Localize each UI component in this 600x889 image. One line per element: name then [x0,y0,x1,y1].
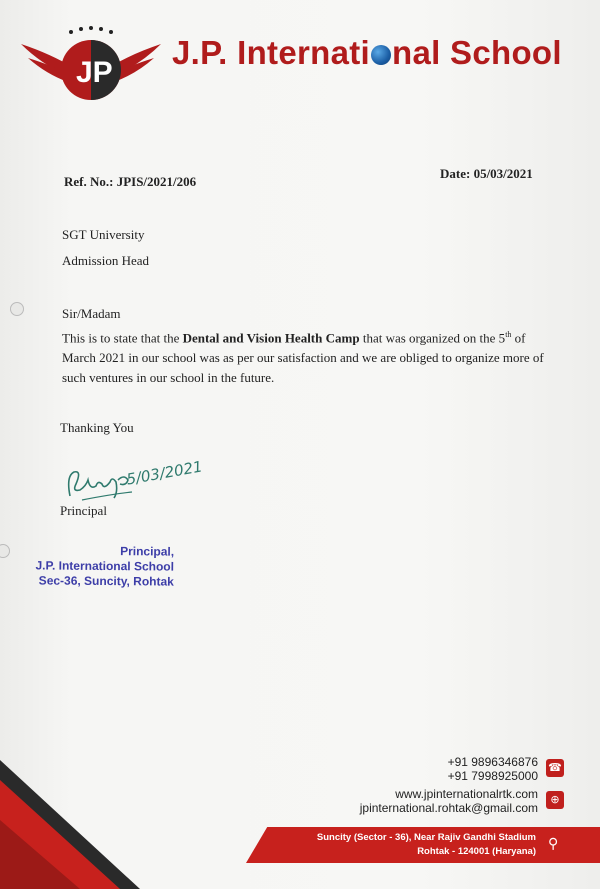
signature-date: 5/03/2021 [125,457,204,489]
address-line: Rohtak - 124001 (Haryana) [417,846,536,857]
phone-number: +91 7998925000 [447,769,538,783]
globe-icon: ⊕ [546,791,564,809]
letter-body: This is to state that the Dental and Vision Health Camp that was organized on the 5th of March 2021 in our school was as per our satisfaction and we are obliged to organize more of such ventures in our school in the future. [62,330,544,386]
email-address: jpinternational.rohtak@gmail.com [359,801,538,815]
recipient-organization: SGT University [62,227,145,242]
closing: Thanking You [60,420,134,435]
principal-stamp: Principal, J.P. International School Sec-36, Suncity, Rohtak [35,544,175,589]
school-name: J.P. Internati nal School [172,34,562,71]
svg-text:JP: JP [76,56,113,89]
reference-number: Ref. No.: JPIS/2021/206 [64,174,197,189]
globe-letter-icon [371,45,391,65]
recipient-title: Admission Head [62,253,150,268]
website-link: www.jpinternationalrtk.com [395,787,538,801]
salutation: Sir/Madam [62,306,121,321]
location-pin-icon: ⚲ [548,836,559,852]
punch-hole [10,302,24,316]
phone-number: +91 9896346876 [447,755,538,769]
school-logo [16,24,166,104]
address-line: Suncity (Sector - 36), Near Rajiv Gandhi Stadium [316,832,536,843]
punch-hole [0,544,10,558]
phone-icon: ☎ [546,759,564,777]
signatory-title: Principal [60,503,107,518]
letter-date: Date: 05/03/2021 [440,166,533,181]
